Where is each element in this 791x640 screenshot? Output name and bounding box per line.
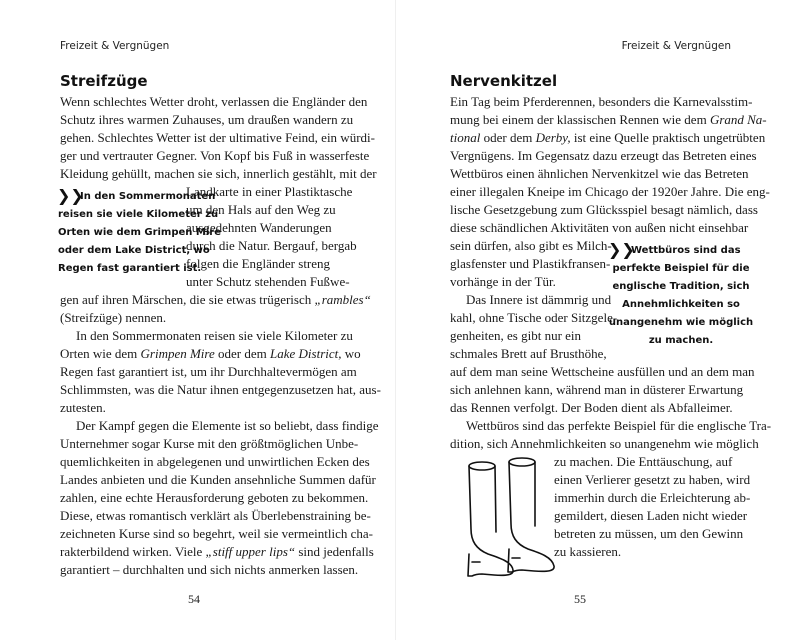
left-page (0, 0, 395, 640)
body-line: In den Sommermonaten reisen sie viele Kilometer zu (76, 328, 353, 343)
body-line: gemildert, diesen Laden nicht wieder (554, 508, 748, 523)
body-line: Regen fast garantiert ist, um ihr Durchhaltevermögen am (60, 364, 357, 379)
running-head: Freizeit & Vergnügen (621, 40, 731, 52)
running-head: Freizeit & Vergnügen (60, 40, 170, 52)
body-line: Wettbüros einen ähnlichen Nervenkitzel wie das Betreten (450, 166, 749, 181)
section-heading: Nervenkitzel (450, 72, 558, 90)
right-page (396, 0, 791, 640)
pull-quote-line: zu machen. (648, 335, 714, 346)
body-line: dition, sich Annehmlichkeiten so unangenehm wie möglich (450, 436, 759, 451)
pull-quote-line: Orten wie dem Grimpen Mire (58, 227, 221, 238)
pull-quote-line: unangenehm wie möglich (608, 317, 754, 328)
chevron-quote-icon: ❯❯ (608, 240, 635, 259)
body-line: Schlimmsten, was die Natur ihnen entgegenzusetzen hat, aus- (60, 382, 381, 397)
body-line: Diese, etwas romantisch verklärt als Überlebenstraining be- (60, 508, 371, 523)
body-line: tional oder dem Derby, ist eine Quelle praktisch ungetrübten (450, 130, 766, 145)
body-line: zahlen, eine echte Herausforderung geboten zu bekommen. (60, 490, 369, 505)
body-line: unter Schutz stehenden Fußwe- (186, 274, 350, 289)
body-line: immerhin durch die Erleichterung ab- (554, 490, 751, 505)
body-line: vorhänge in der Tür. (450, 274, 556, 289)
body-line: um den Hals auf den Weg zu (186, 202, 336, 217)
body-line: ausgedehnten Wanderungen (186, 220, 332, 235)
body-line: gehen. Schlechtes Wetter ist der ultimative Feind, ein würdi- (60, 130, 375, 145)
body-line: garantiert – durchhalten und sich nichts anmerken lassen. (60, 562, 359, 577)
body-line: gen auf ihren Märschen, die sie etwas trügerisch „rambles“ (60, 292, 371, 307)
pull-quote-line: In den Sommermonaten (80, 191, 216, 202)
body-line: folgen die Engländer streng (186, 256, 331, 271)
body-line: genheiten, es gibt nur ein (450, 328, 582, 343)
body-line: Vergnügens. Im Gegensatz dazu erzeugt das Betreten eines (450, 148, 757, 163)
body-line: rakterbildend wirken. Viele „stiff upper lips“ sind jedenfalls (60, 544, 374, 559)
page-number: 54 (188, 592, 200, 606)
body-line: auf dem man seine Wettscheine ausfüllen und an dem man (450, 364, 755, 379)
pull-quote-line: reisen sie viele Kilometer zu (58, 209, 219, 220)
body-line: Schutz ihres warmen Zuhauses, um draußen wandern zu (60, 112, 354, 127)
page-number: 55 (574, 592, 586, 606)
body-line: durch die Natur. Bergauf, bergab (186, 238, 357, 253)
body-line: kahl, ohne Tische oder Sitzgele- (450, 310, 618, 325)
body-line: sein dürfen, also gibt es Milch- (450, 238, 612, 253)
body-line: zeichneten Kurse sind so begehrt, weil sie vermeintlich cha- (60, 526, 373, 541)
body-line: mung bei einem der klassischen Rennen wie dem Grand Na- (450, 112, 767, 127)
body-line: Landkarte in einer Plastiktasche (186, 184, 353, 199)
body-line: zutesten. (60, 400, 106, 415)
body-line: Orten wie dem Grimpen Mire oder dem Lake District, wo (60, 346, 361, 361)
body-line: glasfenster und Plastikfransen- (450, 256, 611, 271)
pull-quote-line: perfekte Beispiel für die (612, 263, 750, 274)
pull-quote-line: Wettbüros sind das (631, 245, 741, 256)
body-line: ger und vertrauter Gegner. Von Kopf bis Fuß in wasserfeste (60, 148, 370, 163)
body-line: zu machen. Die Enttäuschung, auf (554, 454, 733, 469)
chevron-quote-icon: ❯❯ (57, 186, 84, 205)
body-line: betreten zu müssen, um den Gewinn (554, 526, 744, 541)
body-line: Kleidung gehüllt, machen sie sich, innerlich gestählt, mit der (60, 166, 377, 181)
body-line: zu kassieren. (554, 544, 622, 559)
body-line: lische Gesetzgebung zum Glücksspiel besagt nämlich, dass (450, 202, 758, 217)
pull-quote-line: Annehmlichkeiten so (622, 299, 740, 310)
section-heading: Streifzüge (60, 72, 148, 90)
pull-quote-line: Regen fast garantiert ist. (58, 263, 202, 274)
rubber-boots-icon (462, 454, 562, 580)
body-line: quemlichkeiten in abgelegenen und unwirtlichen Ecken des (60, 454, 370, 469)
body-line: Landes anbieten und die Kunden ansehnliche Summen dafür (60, 472, 376, 487)
body-line: Der Kampf gegen die Elemente ist so beliebt, dass findige (76, 418, 379, 433)
body-line: Unternehmer sogar Kurse mit den größtmöglichen Unbe- (60, 436, 359, 451)
body-line: Das Innere ist dämmrig und (466, 292, 612, 307)
body-line: Wettbüros sind das perfekte Beispiel für die englische Tra- (466, 418, 772, 433)
body-line: das Rennen verfolgt. Der Boden dient als Abfalleimer. (450, 400, 733, 415)
body-line: einer illegalen Kneipe im Chicago der 1920er Jahre. Die eng- (450, 184, 770, 199)
body-line: Wenn schlechtes Wetter droht, verlassen die Engländer den (60, 94, 368, 109)
body-line: Ein Tag beim Pferderennen, besonders die Karnevalsstim- (450, 94, 753, 109)
body-line: einen Verlierer gesetzt zu haben, wird (554, 472, 751, 487)
body-line: (Streifzüge) nennen. (60, 310, 167, 325)
pull-quote-line: englische Tradition, sich (612, 281, 750, 292)
body-line: diese schändlichen Aktivitäten von außen nicht einsehbar (450, 220, 749, 235)
pull-quote-line: oder dem Lake District, wo (58, 245, 210, 256)
body-line: schmales Brett auf Brusthöhe, (450, 346, 607, 361)
body-line: sich anlehnen kann, während man in düsterer Erwartung (450, 382, 744, 397)
